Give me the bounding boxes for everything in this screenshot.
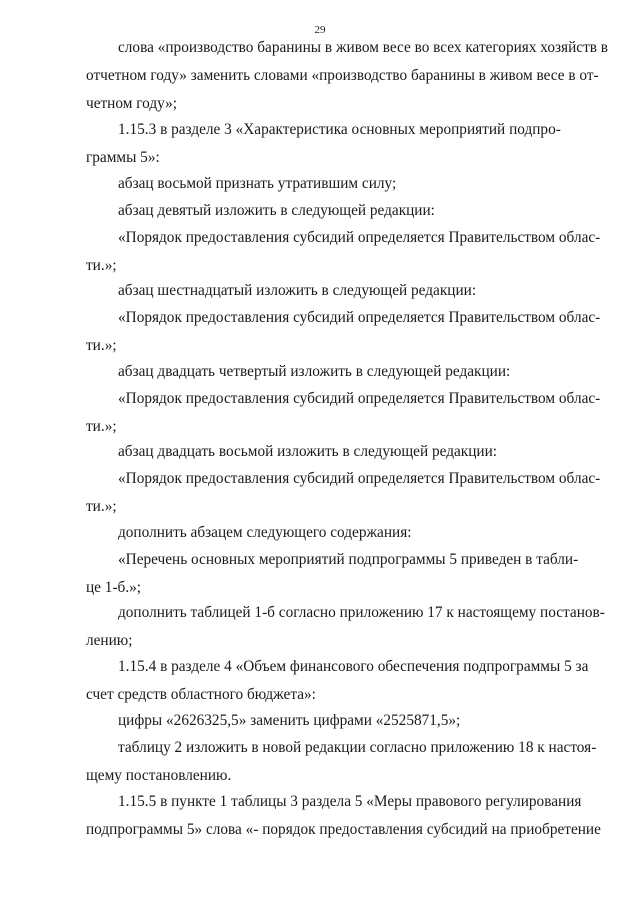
paragraph: дополнить абзацем следующего содержания: xyxy=(118,524,412,541)
paragraph: 1.15.4 в разделе 4 «Объем финансового обеспечения подпрограммы 5 за счет средств областного бюджета»: xyxy=(86,658,589,703)
paragraph: таблицу 2 изложить в новой редакции согласно приложению 18 к настоя- щему постановлению. xyxy=(86,739,597,784)
paragraph: «Порядок предоставления субсидий определяется Правительством облас- ти.»; xyxy=(86,390,601,435)
paragraph: «Перечень основных мероприятий подпрограммы 5 приведен в табли- це 1-б.»; xyxy=(86,551,579,596)
paragraph: слова «производство баранины в живом весе во всех категориях хозяйств в отчетном году» заменить словами «производство баранины в живом весе в от- четном году»; xyxy=(86,39,609,112)
paragraph: абзац шестнадцатый изложить в следующей редакции: xyxy=(118,282,477,299)
paragraph: абзац девятый изложить в следующей редакции: xyxy=(118,202,435,219)
paragraph: «Порядок предоставления субсидий определяется Правительством облас- ти.»; xyxy=(86,470,601,515)
paragraph: 1.15.5 в пункте 1 таблицы 3 раздела 5 «Меры правового регулирования подпрограммы 5» слова «- порядок предоставления субсидий на приобретение xyxy=(86,793,601,838)
paragraph: абзац восьмой признать утратившим силу; xyxy=(118,175,397,192)
paragraph: абзац двадцать восьмой изложить в следующей редакции: xyxy=(118,443,498,460)
paragraph: «Порядок предоставления субсидий определяется Правительством облас- ти.»; xyxy=(86,229,601,274)
page-number: 29 xyxy=(314,24,326,36)
paragraph: «Порядок предоставления субсидий определяется Правительством облас- ти.»; xyxy=(86,309,601,354)
paragraph: абзац двадцать четвертый изложить в следующей редакции: xyxy=(118,363,511,380)
paragraph: дополнить таблицей 1-б согласно приложению 17 к настоящему постанов- лению; xyxy=(86,604,605,649)
paragraph: цифры «2626325,5» заменить цифрами «2525871,5»; xyxy=(118,712,461,729)
paragraph: 1.15.3 в разделе 3 «Характеристика основных мероприятий подпро- граммы 5»: xyxy=(86,121,561,166)
